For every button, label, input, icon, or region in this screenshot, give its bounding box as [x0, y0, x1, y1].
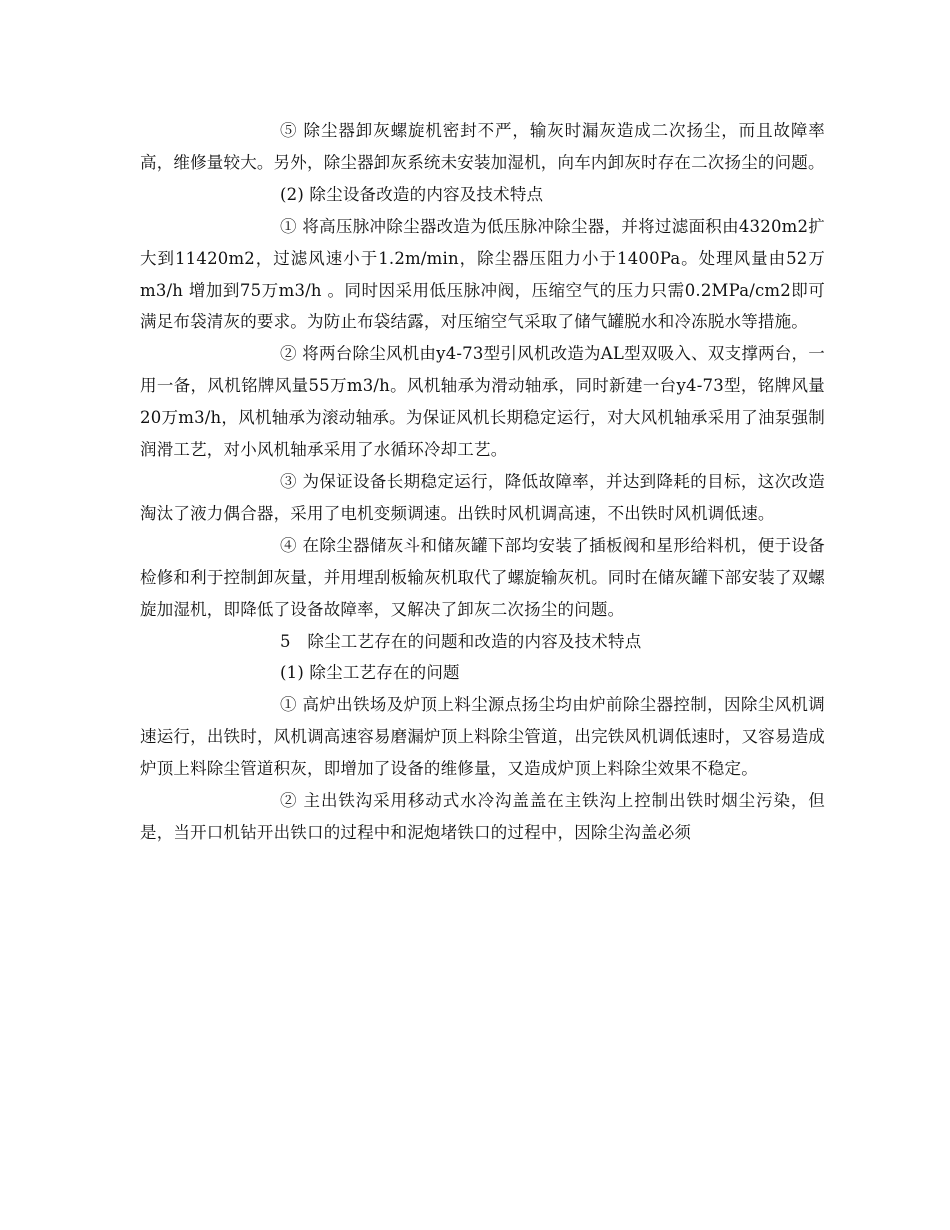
paragraph-problem-2: ② 主出铁沟采用移动式水冷沟盖盖在主铁沟上控制出铁时烟尘污染，但是，当开口机钻开出铁口的过程中和泥炮堵铁口的过程中，因除尘沟盖必须	[140, 791, 825, 842]
paragraph-item-4: ④ 在除尘器储灰斗和储灰罐下部均安装了插板阀和星形给料机，便于设备检修和利于控制卸灰量，并用埋刮板输灰机取代了螺旋输灰机。同时在储灰罐下部安装了双螺旋加湿机，即降低了设备故障率，又解决了卸灰二次扬尘的问题。	[140, 535, 825, 619]
paragraph-item-3: ③ 为保证设备长期稳定运行，降低故障率，并达到降耗的目标，这次改造淘汰了液力偶合器，采用了电机变频调速。出铁时风机调高速，不出铁时风机调低速。	[140, 471, 825, 523]
document-body	[140, 115, 825, 849]
subsection-heading-process-problems: (1) 除尘工艺存在的问题	[280, 663, 460, 683]
section-heading-equipment-renovation: (2) 除尘设备改造的内容及技术特点	[280, 184, 544, 204]
section-heading-5: 5 除尘工艺存在的问题和改造的内容及技术特点	[280, 631, 642, 651]
paragraph-item-2: ② 将两台除尘风机由y4-73型引风机改造为AL型双吸入、双支撑两台，一用一备，风机铭牌风量55万m3/h。风机轴承为滑动轴承，同时新建一台y4-73型，铭牌风量20万m3/h，风机轴承为滚动轴承。为保证风机长期稳定运行，对大风机轴承采用了油泵强制润滑工艺，对小风机轴承采用了水循环冷却工艺。	[140, 344, 825, 460]
paragraph-problem-1: ① 高炉出铁场及炉顶上料尘源点扬尘均由炉前除尘器控制，因除尘风机调速运行，出铁时，风机调高速容易磨漏炉顶上料除尘管道，出完铁风机调低速时，又容易造成炉顶上料除尘管道积灰，即增加了设备的维修量，又造成炉顶上料除尘效果不稳定。	[140, 695, 825, 779]
paragraph-item-1: ① 将高压脉冲除尘器改造为低压脉冲除尘器，并将过滤面积由4320m2扩大到11420m2，过滤风速小于1.2m/min，除尘器压阻力小于1400Pa。处理风量由52万m3/h 增加到75万m3/h 。同时因采用低压脉冲阀，压缩空气的压力只需0.2MPa/cm2即可满足布袋清灰的要求。为防止布袋结露，对压缩空气采取了储气罐脱水和冷冻脱水等措施。	[140, 216, 825, 332]
paragraph-fifth-item: ⑤ 除尘器卸灰螺旋机密封不严，输灰时漏灰造成二次扬尘，而且故障率高，维修量较大。另外，除尘器卸灰系统未安装加湿机，向车内卸灰时存在二次扬尘的问题。	[140, 121, 825, 172]
